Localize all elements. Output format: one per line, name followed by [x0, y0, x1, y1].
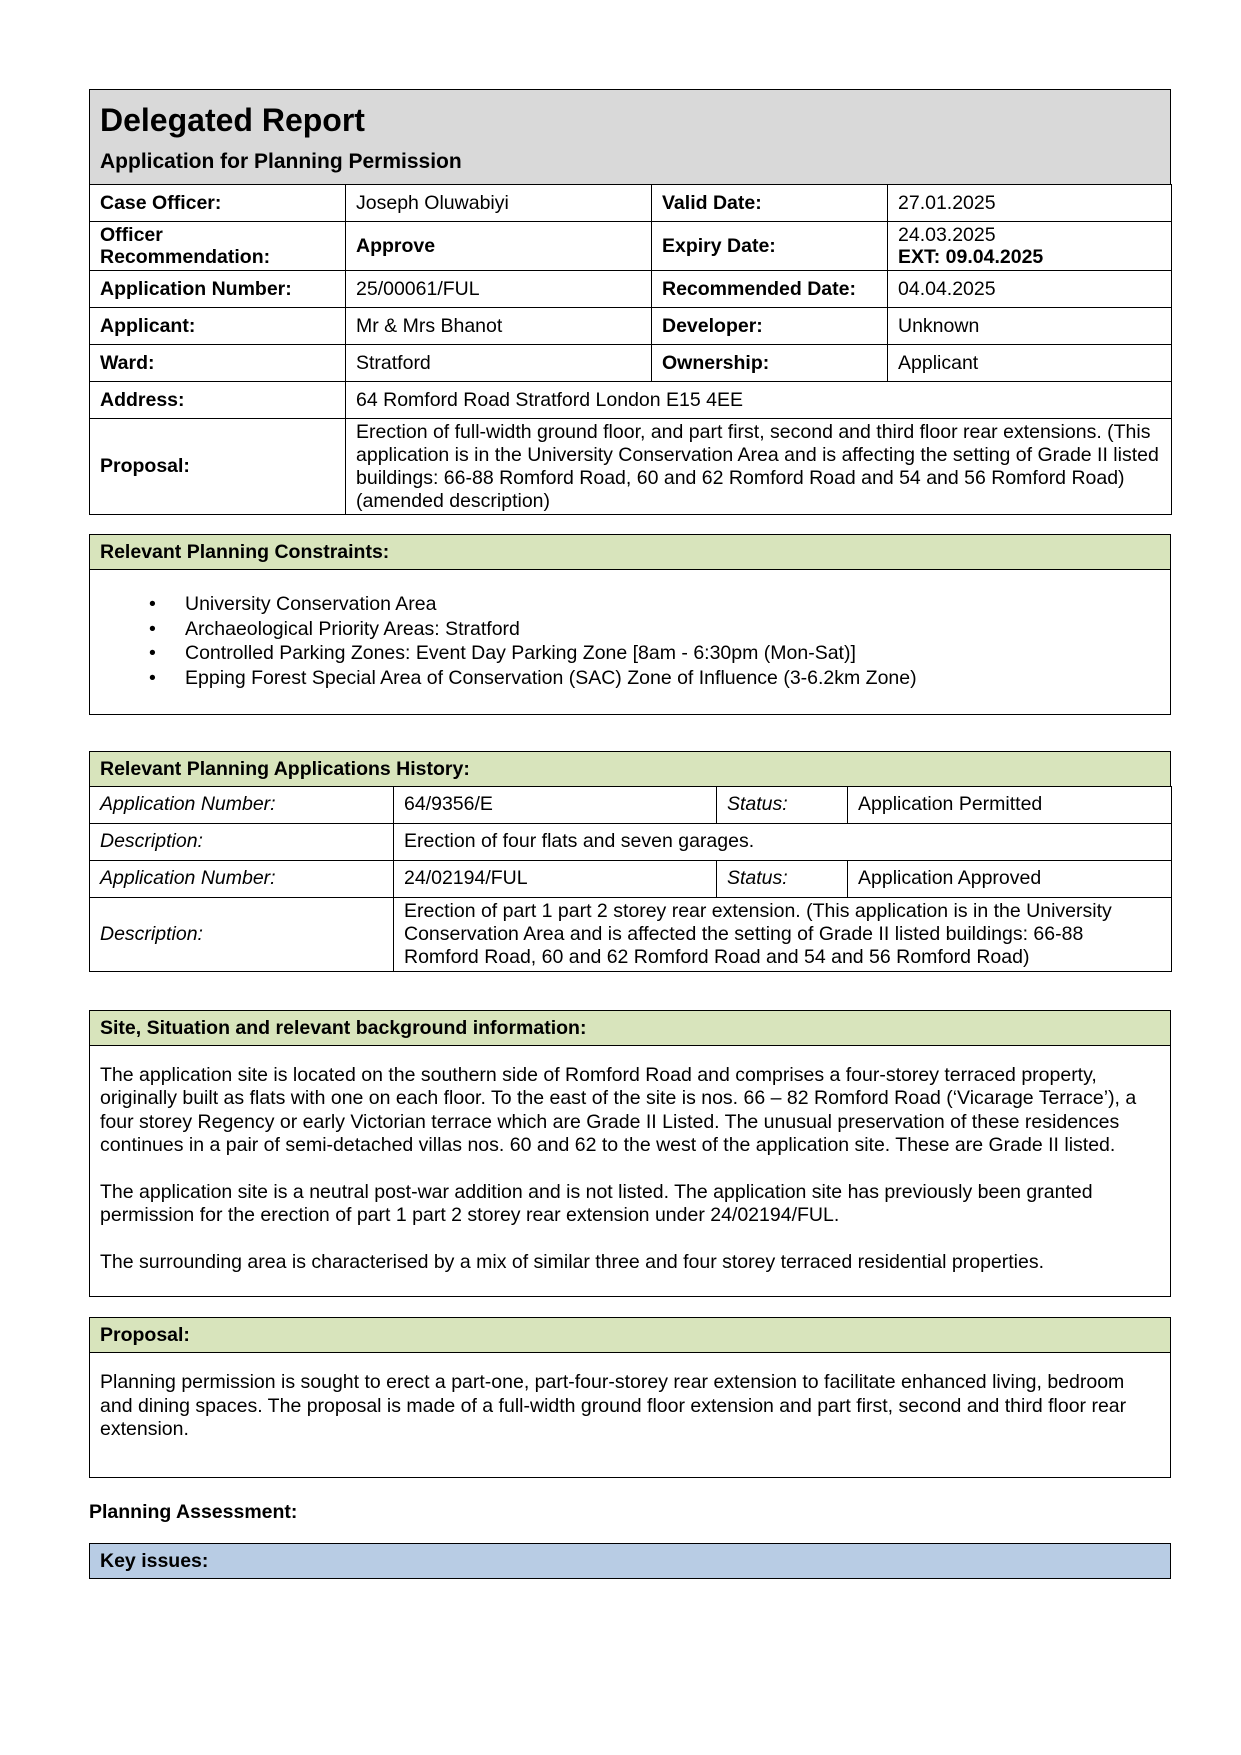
address-label: Address:	[90, 382, 346, 419]
proposal-section	[89, 1317, 1171, 1478]
table-row	[90, 786, 1172, 823]
table-row	[90, 308, 1172, 345]
constraints-list	[100, 592, 1160, 690]
table-row	[90, 419, 1172, 515]
site-section	[89, 1010, 1171, 1298]
report-subtitle: Application for Planning Permission	[100, 150, 462, 173]
list-item: • Epping Forest Special Area of Conservation (SAC) Zone of Influence (3-6.2km Zone)	[185, 666, 1160, 691]
history-description-label: Description:	[90, 823, 394, 860]
application-number-value: 25/00061/FUL	[346, 271, 652, 308]
history-description-value: Erection of four flats and seven garages.	[394, 823, 1172, 860]
site-paragraph: The application site is located on the southern side of Romford Road and comprises a four-storey terraced property, originally built as flats with one on each floor. To the east of the site is nos. 66 – 82 Romford Road (‘Vicarage Terrace’), a four storey Regency or early Victorian terrace which are Grade II Listed. The unusual preservation of these residences continues in a pair of semi-detached villas nos. 60 and 62 to the west of the application site. These are Grade II listed.	[100, 1063, 1137, 1156]
constraints-section	[89, 534, 1171, 715]
history-status-label: Status:	[717, 860, 848, 897]
constraints-heading: Relevant Planning Constraints:	[89, 534, 1171, 570]
history-description-value: Erection of part 1 part 2 storey rear extension. (This application is in the University Conservation Area and is affected the setting of Grade II listed buildings: 66-88 Romford Road, 60 and 62 Romford Road and 54 and 56 Romford Road)	[394, 897, 1172, 971]
history-status-value: Application Permitted	[848, 786, 1172, 823]
table-row	[90, 823, 1172, 860]
constraints-body	[89, 570, 1171, 715]
key-issues-heading: Key issues:	[89, 1543, 1171, 1579]
table-row	[90, 222, 1172, 271]
table-row	[90, 897, 1172, 971]
case-officer-label: Case Officer:	[90, 185, 346, 222]
table-row	[90, 345, 1172, 382]
applicant-label: Applicant:	[90, 308, 346, 345]
applicant-value: Mr & Mrs Bhanot	[346, 308, 652, 345]
officer-rec-label-line1: Officer	[100, 224, 163, 246]
history-app-number-label: Application Number:	[90, 786, 394, 823]
report-title: Delegated Report	[100, 102, 365, 138]
expiry-date-label: Expiry Date:	[652, 222, 888, 271]
officer-recommendation-label	[90, 222, 346, 271]
table-row	[90, 860, 1172, 897]
developer-value: Unknown	[888, 308, 1172, 345]
history-section	[89, 751, 1171, 972]
history-table	[89, 786, 1172, 972]
expiry-date-cell	[888, 222, 1172, 271]
developer-label: Developer:	[652, 308, 888, 345]
history-description-label: Description:	[90, 897, 394, 971]
expiry-date-value: 24.03.2025	[898, 224, 996, 246]
table-row	[90, 185, 1172, 222]
expiry-extension-value: EXT: 09.04.2025	[898, 246, 1044, 268]
history-app-number-value: 64/9356/E	[394, 786, 717, 823]
list-item: • University Conservation Area	[185, 592, 1160, 617]
ownership-label: Ownership:	[652, 345, 888, 382]
proposal-paragraph: Planning permission is sought to erect a part-one, part-four-storey rear extension to facilitate enhanced living, bedroom and dining spaces. The proposal is made of a full-width ground floor extension and part first, second and third floor rear extension.	[100, 1371, 1127, 1440]
table-row	[90, 382, 1172, 419]
report-header	[89, 89, 1171, 184]
address-value: 64 Romford Road Stratford London E15 4EE	[346, 382, 1172, 419]
site-heading: Site, Situation and relevant background information:	[89, 1010, 1171, 1046]
site-paragraph: The surrounding area is characterised by a mix of similar three and four storey terraced residential properties.	[100, 1250, 1045, 1273]
details-table	[89, 184, 1172, 515]
history-status-label: Status:	[717, 786, 848, 823]
valid-date-value: 27.01.2025	[888, 185, 1172, 222]
recommended-date-value: 04.04.2025	[888, 271, 1172, 308]
history-heading: Relevant Planning Applications History:	[89, 751, 1171, 787]
site-body	[89, 1046, 1171, 1298]
officer-recommendation-value: Approve	[346, 222, 652, 271]
proposal-body	[89, 1353, 1171, 1478]
history-status-value: Application Approved	[848, 860, 1172, 897]
site-paragraph: The application site is a neutral post-war addition and is not listed. The application site has previously been granted permission for the erection of part 1 part 2 storey rear extension under 24/02194/FUL.	[100, 1180, 1093, 1226]
recommended-date-label: Recommended Date:	[652, 271, 888, 308]
application-number-label: Application Number:	[90, 271, 346, 308]
case-officer-value: Joseph Oluwabiyi	[346, 185, 652, 222]
history-app-number-label: Application Number:	[90, 860, 394, 897]
report-page	[89, 89, 1171, 1579]
list-item: • Archaeological Priority Areas: Stratford	[185, 617, 1160, 642]
proposal-heading: Proposal:	[89, 1317, 1171, 1353]
ward-value: Stratford	[346, 345, 652, 382]
table-row	[90, 271, 1172, 308]
officer-rec-label-line2: Recommendation:	[100, 246, 271, 268]
ward-label: Ward:	[90, 345, 346, 382]
valid-date-label: Valid Date:	[652, 185, 888, 222]
proposal-label: Proposal:	[90, 419, 346, 515]
ownership-value: Applicant	[888, 345, 1172, 382]
history-app-number-value: 24/02194/FUL	[394, 860, 717, 897]
planning-assessment-heading: Planning Assessment:	[89, 1500, 298, 1523]
list-item: • Controlled Parking Zones: Event Day Parking Zone [8am - 6:30pm (Mon-Sat)]	[185, 641, 1160, 666]
proposal-value: Erection of full-width ground floor, and part first, second and third floor rear extensions. (This application is in the University Conservation Area and is affecting the setting of Grade II listed buildings: 66-88 Romford Road, 60 and 62 Romford Road and 54 and 56 Romford Road) (amended description)	[346, 419, 1172, 515]
